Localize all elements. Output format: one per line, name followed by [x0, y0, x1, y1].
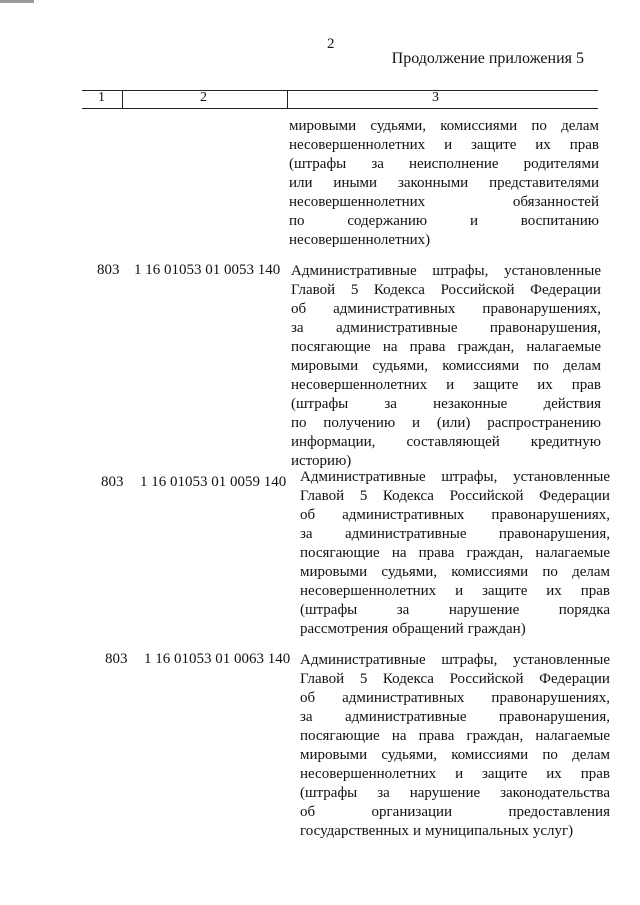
description-line — [300, 784, 610, 803]
description-word: на — [391, 728, 407, 744]
description-line — [291, 376, 601, 395]
description-word: Федерации — [539, 488, 610, 504]
description-word: несовершеннолетних — [289, 194, 426, 210]
description-word: правонарушениях, — [482, 301, 601, 317]
description-line — [300, 822, 610, 841]
description-word: незаконные — [433, 396, 508, 412]
description-word: кредитную — [530, 434, 601, 450]
description-word: информации, — [291, 434, 376, 450]
description-word: по — [289, 213, 305, 229]
description-word: комиссиями — [442, 358, 520, 374]
description-word: Главой — [300, 671, 345, 687]
description-word: обращений — [392, 621, 464, 637]
description-word: (или) — [436, 415, 471, 431]
description-line — [300, 651, 610, 670]
description-word: посягающие — [300, 545, 380, 561]
description-word: законодательства — [500, 785, 610, 801]
description-word: прав — [580, 583, 610, 599]
description-word: несовершеннолетних — [289, 137, 426, 153]
description-word: прав — [580, 766, 610, 782]
description-word: нарушение — [409, 785, 481, 801]
description-word: судьями, — [372, 358, 429, 374]
column-number-1: 1 — [98, 90, 105, 105]
description-cell — [289, 117, 599, 250]
description-word: иными — [333, 175, 378, 191]
description-word: их — [546, 583, 562, 599]
description-word: граждан) — [467, 621, 526, 637]
description-word: Административные — [300, 469, 426, 485]
description-word: Кодекса — [382, 671, 434, 687]
description-word: историю) — [291, 453, 352, 469]
description-line — [300, 487, 610, 506]
description-word: Кодекса — [373, 282, 425, 298]
description-line — [289, 155, 599, 174]
description-word: защите — [482, 583, 528, 599]
description-line — [300, 689, 610, 708]
description-word: налагаемые — [535, 728, 610, 744]
description-line — [300, 468, 610, 487]
description-cell — [291, 262, 601, 471]
description-word: неисполнение — [408, 156, 499, 172]
description-line — [289, 231, 599, 250]
description-word: (штрафы — [300, 602, 358, 618]
description-word: и — [446, 377, 455, 393]
description-word: их — [537, 377, 553, 393]
description-word: содержанию — [347, 213, 428, 229]
description-word: установленные — [504, 263, 601, 279]
description-line — [291, 414, 601, 433]
description-word: нарушение — [448, 602, 520, 618]
table-header-bottom-rule — [82, 108, 598, 109]
table-header-row — [82, 86, 598, 108]
admin-code-cell: 803 — [97, 262, 120, 278]
description-line — [289, 136, 599, 155]
description-word: 5 — [350, 282, 359, 298]
description-line — [291, 338, 601, 357]
description-word: Административные — [300, 652, 426, 668]
description-word: законными — [397, 175, 469, 191]
description-word: их — [546, 766, 562, 782]
description-word: на — [382, 339, 398, 355]
description-word: защите — [482, 766, 528, 782]
description-line — [291, 433, 601, 452]
description-word: посягающие — [291, 339, 371, 355]
description-word: прав — [571, 377, 601, 393]
kbk-code-cell: 1 16 01053 01 0053 140 — [134, 262, 281, 278]
description-word: муниципальных — [425, 823, 529, 839]
description-word: за — [396, 602, 410, 618]
description-line — [300, 746, 610, 765]
description-word: организации — [371, 804, 453, 820]
description-word: или — [289, 175, 313, 191]
description-line — [291, 262, 601, 281]
description-word: и — [469, 213, 478, 229]
kbk-code-cell: 1 16 01053 01 0063 140 — [144, 651, 291, 667]
description-word: мировыми — [300, 564, 368, 580]
description-word: об — [300, 507, 316, 523]
description-word: и — [455, 766, 464, 782]
description-line — [291, 300, 601, 319]
description-word: за — [371, 156, 384, 172]
description-word: получению — [323, 415, 396, 431]
description-word: действия — [543, 396, 601, 412]
scan-corner-mark — [0, 0, 34, 3]
description-word: их — [535, 137, 551, 153]
description-word: об — [300, 804, 316, 820]
description-word: и — [444, 137, 453, 153]
description-word: распространению — [487, 415, 601, 431]
description-word: несовершеннолетних — [291, 377, 428, 393]
kbk-code-cell: 1 16 01053 01 0059 140 — [140, 474, 287, 490]
description-word: (штрафы — [291, 396, 349, 412]
description-word: на — [391, 545, 407, 561]
description-word: воспитанию — [520, 213, 599, 229]
description-word: установленные — [513, 469, 610, 485]
description-line — [300, 620, 610, 639]
description-word: за — [384, 396, 397, 412]
description-word: по — [531, 118, 547, 134]
page-number: 2 — [327, 36, 335, 52]
description-word: административных — [333, 301, 456, 317]
column-divider — [287, 90, 288, 109]
description-word: делам — [561, 118, 599, 134]
description-word: административные — [345, 526, 467, 542]
description-line — [289, 193, 599, 212]
description-word: делам — [572, 564, 610, 580]
column-number-3: 3 — [432, 90, 439, 105]
description-word: несовершеннолетних — [300, 583, 437, 599]
description-line — [291, 319, 601, 338]
description-word: об — [291, 301, 307, 317]
description-word: судьями, — [381, 747, 438, 763]
description-word: правонарушениях, — [491, 507, 610, 523]
description-word: по — [542, 747, 558, 763]
description-line — [300, 803, 610, 822]
description-line — [300, 727, 610, 746]
description-word: 5 — [359, 671, 368, 687]
description-word: защите — [473, 377, 519, 393]
description-line — [291, 357, 601, 376]
description-word: Кодекса — [382, 488, 434, 504]
table-header-top-rule — [82, 90, 598, 91]
description-word: составляющей — [406, 434, 500, 450]
column-divider — [122, 90, 123, 109]
description-word: родителями — [523, 156, 599, 172]
description-word: за — [300, 709, 313, 725]
description-line — [300, 525, 610, 544]
description-word: правонарушения, — [498, 526, 610, 542]
description-cell — [300, 651, 610, 841]
description-line — [300, 708, 610, 727]
description-line — [300, 506, 610, 525]
description-line — [289, 174, 599, 193]
description-word: 5 — [359, 488, 368, 504]
description-word: (штрафы — [289, 156, 347, 172]
description-word: по — [533, 358, 549, 374]
description-word: судьями, — [381, 564, 438, 580]
description-cell — [300, 468, 610, 639]
description-word: административных — [342, 690, 465, 706]
description-word: штрафы, — [441, 469, 498, 485]
description-word: комиссиями — [451, 747, 529, 763]
description-word: правонарушения, — [489, 320, 601, 336]
description-word: об — [300, 690, 316, 706]
description-word: Федерации — [539, 671, 610, 687]
description-word: Главой — [300, 488, 345, 504]
description-word: правонарушения, — [498, 709, 610, 725]
admin-code-cell: 803 — [105, 651, 128, 667]
description-line — [300, 563, 610, 582]
description-word: делам — [572, 747, 610, 763]
description-word: мировыми — [289, 118, 357, 134]
description-word: за — [291, 320, 304, 336]
description-word: по — [291, 415, 307, 431]
description-word: права — [418, 545, 455, 561]
description-word: права — [418, 728, 455, 744]
description-word: мировыми — [291, 358, 359, 374]
description-line — [289, 117, 599, 136]
description-word: за — [300, 526, 313, 542]
description-word: (штрафы — [300, 785, 358, 801]
appendix-continuation-note: Продолжение приложения 5 — [391, 50, 584, 67]
description-line — [300, 670, 610, 689]
description-word: Административные — [291, 263, 417, 279]
description-word: Российской — [440, 282, 515, 298]
description-word: граждан, — [457, 339, 515, 355]
description-word: мировыми — [300, 747, 368, 763]
description-line — [300, 765, 610, 784]
description-word: штрафы, — [432, 263, 489, 279]
description-word: прав — [569, 137, 599, 153]
description-word: правонарушениях, — [491, 690, 610, 706]
description-word: Российской — [449, 488, 524, 504]
description-word: государственных — [300, 823, 409, 839]
description-word: услуг) — [532, 823, 574, 839]
description-word: представителями — [489, 175, 599, 191]
description-word: налагаемые — [535, 545, 610, 561]
description-word: несовершеннолетних — [300, 766, 437, 782]
description-word: предоставления — [508, 804, 610, 820]
column-number-2: 2 — [200, 90, 207, 105]
description-word: рассмотрения — [300, 621, 389, 637]
description-word: комиссиями — [451, 564, 529, 580]
description-word: и — [412, 415, 421, 431]
description-word: штрафы, — [441, 652, 498, 668]
description-word: граждан, — [466, 728, 524, 744]
description-word: за — [377, 785, 390, 801]
description-word: обязанностей — [512, 194, 599, 210]
description-line — [291, 281, 601, 300]
description-word: делам — [563, 358, 601, 374]
description-line — [300, 544, 610, 563]
admin-code-cell: 803 — [101, 474, 124, 490]
description-word: и — [412, 823, 421, 839]
description-word: права — [409, 339, 446, 355]
description-word: Главой — [291, 282, 336, 298]
description-word: административные — [336, 320, 458, 336]
description-word: по — [542, 564, 558, 580]
description-word: установленные — [513, 652, 610, 668]
description-line — [300, 601, 610, 620]
description-word: и — [455, 583, 464, 599]
description-word: Федерации — [530, 282, 601, 298]
description-word: судьями, — [370, 118, 427, 134]
description-word: защите — [471, 137, 517, 153]
description-word: комиссиями — [440, 118, 518, 134]
description-line — [289, 212, 599, 231]
description-line — [300, 582, 610, 601]
description-word: налагаемые — [526, 339, 601, 355]
description-word: граждан, — [466, 545, 524, 561]
description-word: посягающие — [300, 728, 380, 744]
description-word: Российской — [449, 671, 524, 687]
description-word: порядка — [558, 602, 610, 618]
description-word: административных — [342, 507, 465, 523]
description-word: несовершеннолетних) — [289, 232, 431, 248]
description-word: административные — [345, 709, 467, 725]
description-line — [291, 395, 601, 414]
